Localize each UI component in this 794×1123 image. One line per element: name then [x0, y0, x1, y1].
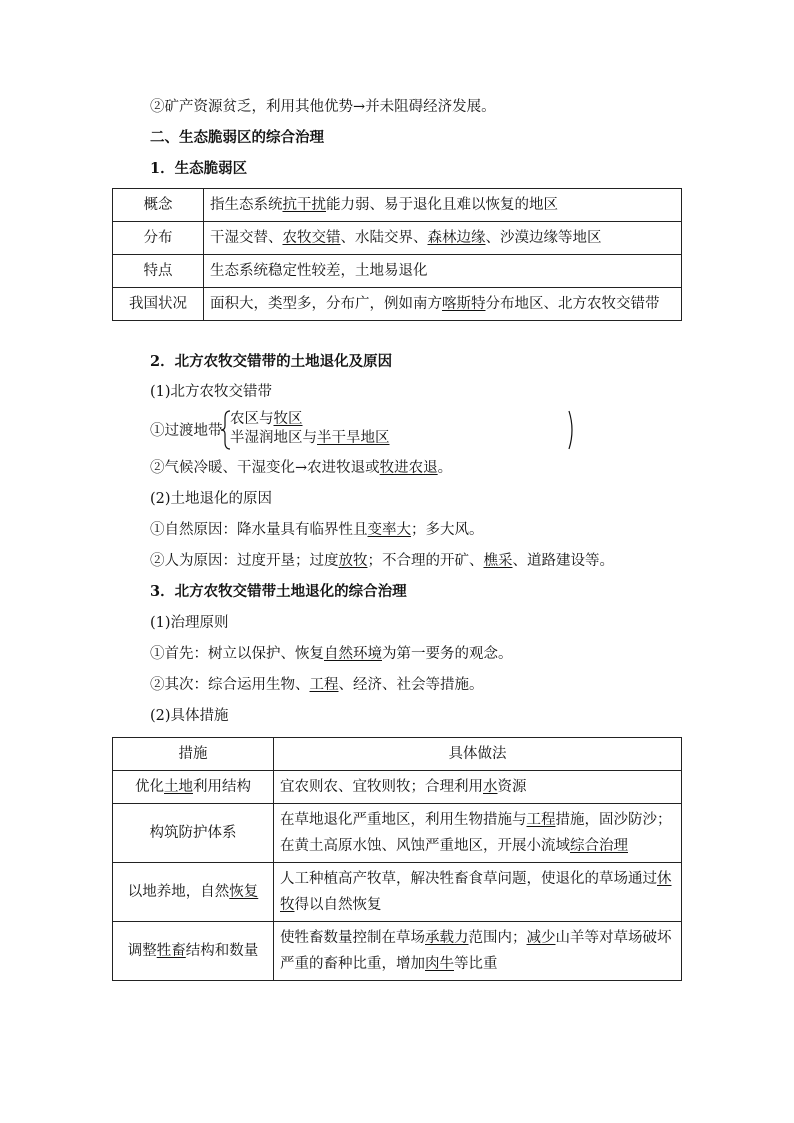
table-row: [113, 804, 682, 863]
table-row: [113, 771, 682, 804]
header-cell: 具体做法: [274, 738, 682, 771]
para-3-1: (1)治理原则: [150, 615, 229, 631]
para-second: ②其次：综合运用生物、工程、经济、社会等措施。: [150, 677, 484, 693]
row-value: 在草地退化严重地区，利用生物措施与工程措施，固沙防沙；在黄土高原水蚀、风蚀严重地区，开展小流域综合治理: [274, 804, 682, 863]
para-human: ②人为原因：过度开垦；过度放牧；不合理的开矿、樵采、道路建设等。: [150, 553, 614, 569]
row-key: 优化土地利用结构: [113, 771, 274, 804]
transition-label: ①过渡地带: [150, 423, 223, 439]
para-first: ①首先：树立以保护、恢复自然环境为第一要务的观念。: [150, 646, 513, 662]
row-value: 生态系统稳定性较差，土地易退化: [204, 255, 682, 288]
fragile-zone-table: [112, 188, 682, 321]
header-cell: 措施: [113, 738, 274, 771]
para-2-1: (1)北方农牧交错带: [150, 384, 273, 400]
sub1-title: 1．生态脆弱区: [150, 160, 248, 177]
table-row: [113, 922, 682, 981]
row-value: 指生态系统抗干扰能力弱、易于退化且难以恢复的地区: [204, 189, 682, 222]
row-key: 调整牲畜结构和数量: [113, 922, 274, 981]
row-value: 人工种植高产牧草，解决牲畜食草问题，使退化的草场通过休牧得以自然恢复: [274, 863, 682, 922]
row-key: 以地养地，自然恢复: [113, 863, 274, 922]
right-paren-icon: [568, 410, 576, 450]
table-row: [113, 288, 682, 321]
row-key: 构筑防护体系: [113, 804, 274, 863]
row-value: 宜农则农、宜牧则牧；合理利用水资源: [274, 771, 682, 804]
row-value: 面积大，类型多，分布广，例如南方喀斯特分布地区、北方农牧交错带: [204, 288, 682, 321]
row-key: 概念: [113, 189, 204, 222]
para-climate: ②气候冷暖、干湿变化→农进牧退或牧进农退。: [150, 460, 453, 476]
para-2-2: (2)土地退化的原因: [150, 491, 273, 507]
transition-item: 农区与牧区: [230, 411, 303, 427]
sub3-title: 3．北方农牧交错带土地退化的综合治理: [150, 583, 407, 600]
row-key: 我国状况: [113, 288, 204, 321]
measures-table: [112, 737, 682, 981]
table-header-row: [113, 738, 682, 771]
section2-title: 二、生态脆弱区的综合治理: [150, 129, 324, 146]
intro-line: ②矿产资源贫乏，利用其他优势→并未阻碍经济发展。: [150, 99, 496, 115]
para-natural: ①自然原因：降水量具有临界性且变率大；多大风。: [150, 522, 484, 538]
transition-item: 半湿润地区与半干旱地区: [230, 430, 390, 446]
table-row: [113, 222, 682, 255]
table-row: [113, 255, 682, 288]
row-key: 特点: [113, 255, 204, 288]
transition-items: [230, 410, 390, 448]
table-row: [113, 189, 682, 222]
para-3-2: (2)具体措施: [150, 708, 229, 724]
row-value: 干湿交替、农牧交错、水陆交界、森林边缘、沙漠边缘等地区: [204, 222, 682, 255]
sub2-title: 2．北方农牧交错带的土地退化及原因: [150, 353, 393, 370]
row-key: 分布: [113, 222, 204, 255]
row-value: 使牲畜数量控制在草场承载力范围内；减少山羊等对草场破坏严重的畜种比重，增加肉牛等比重: [274, 922, 682, 981]
table-row: [113, 863, 682, 922]
